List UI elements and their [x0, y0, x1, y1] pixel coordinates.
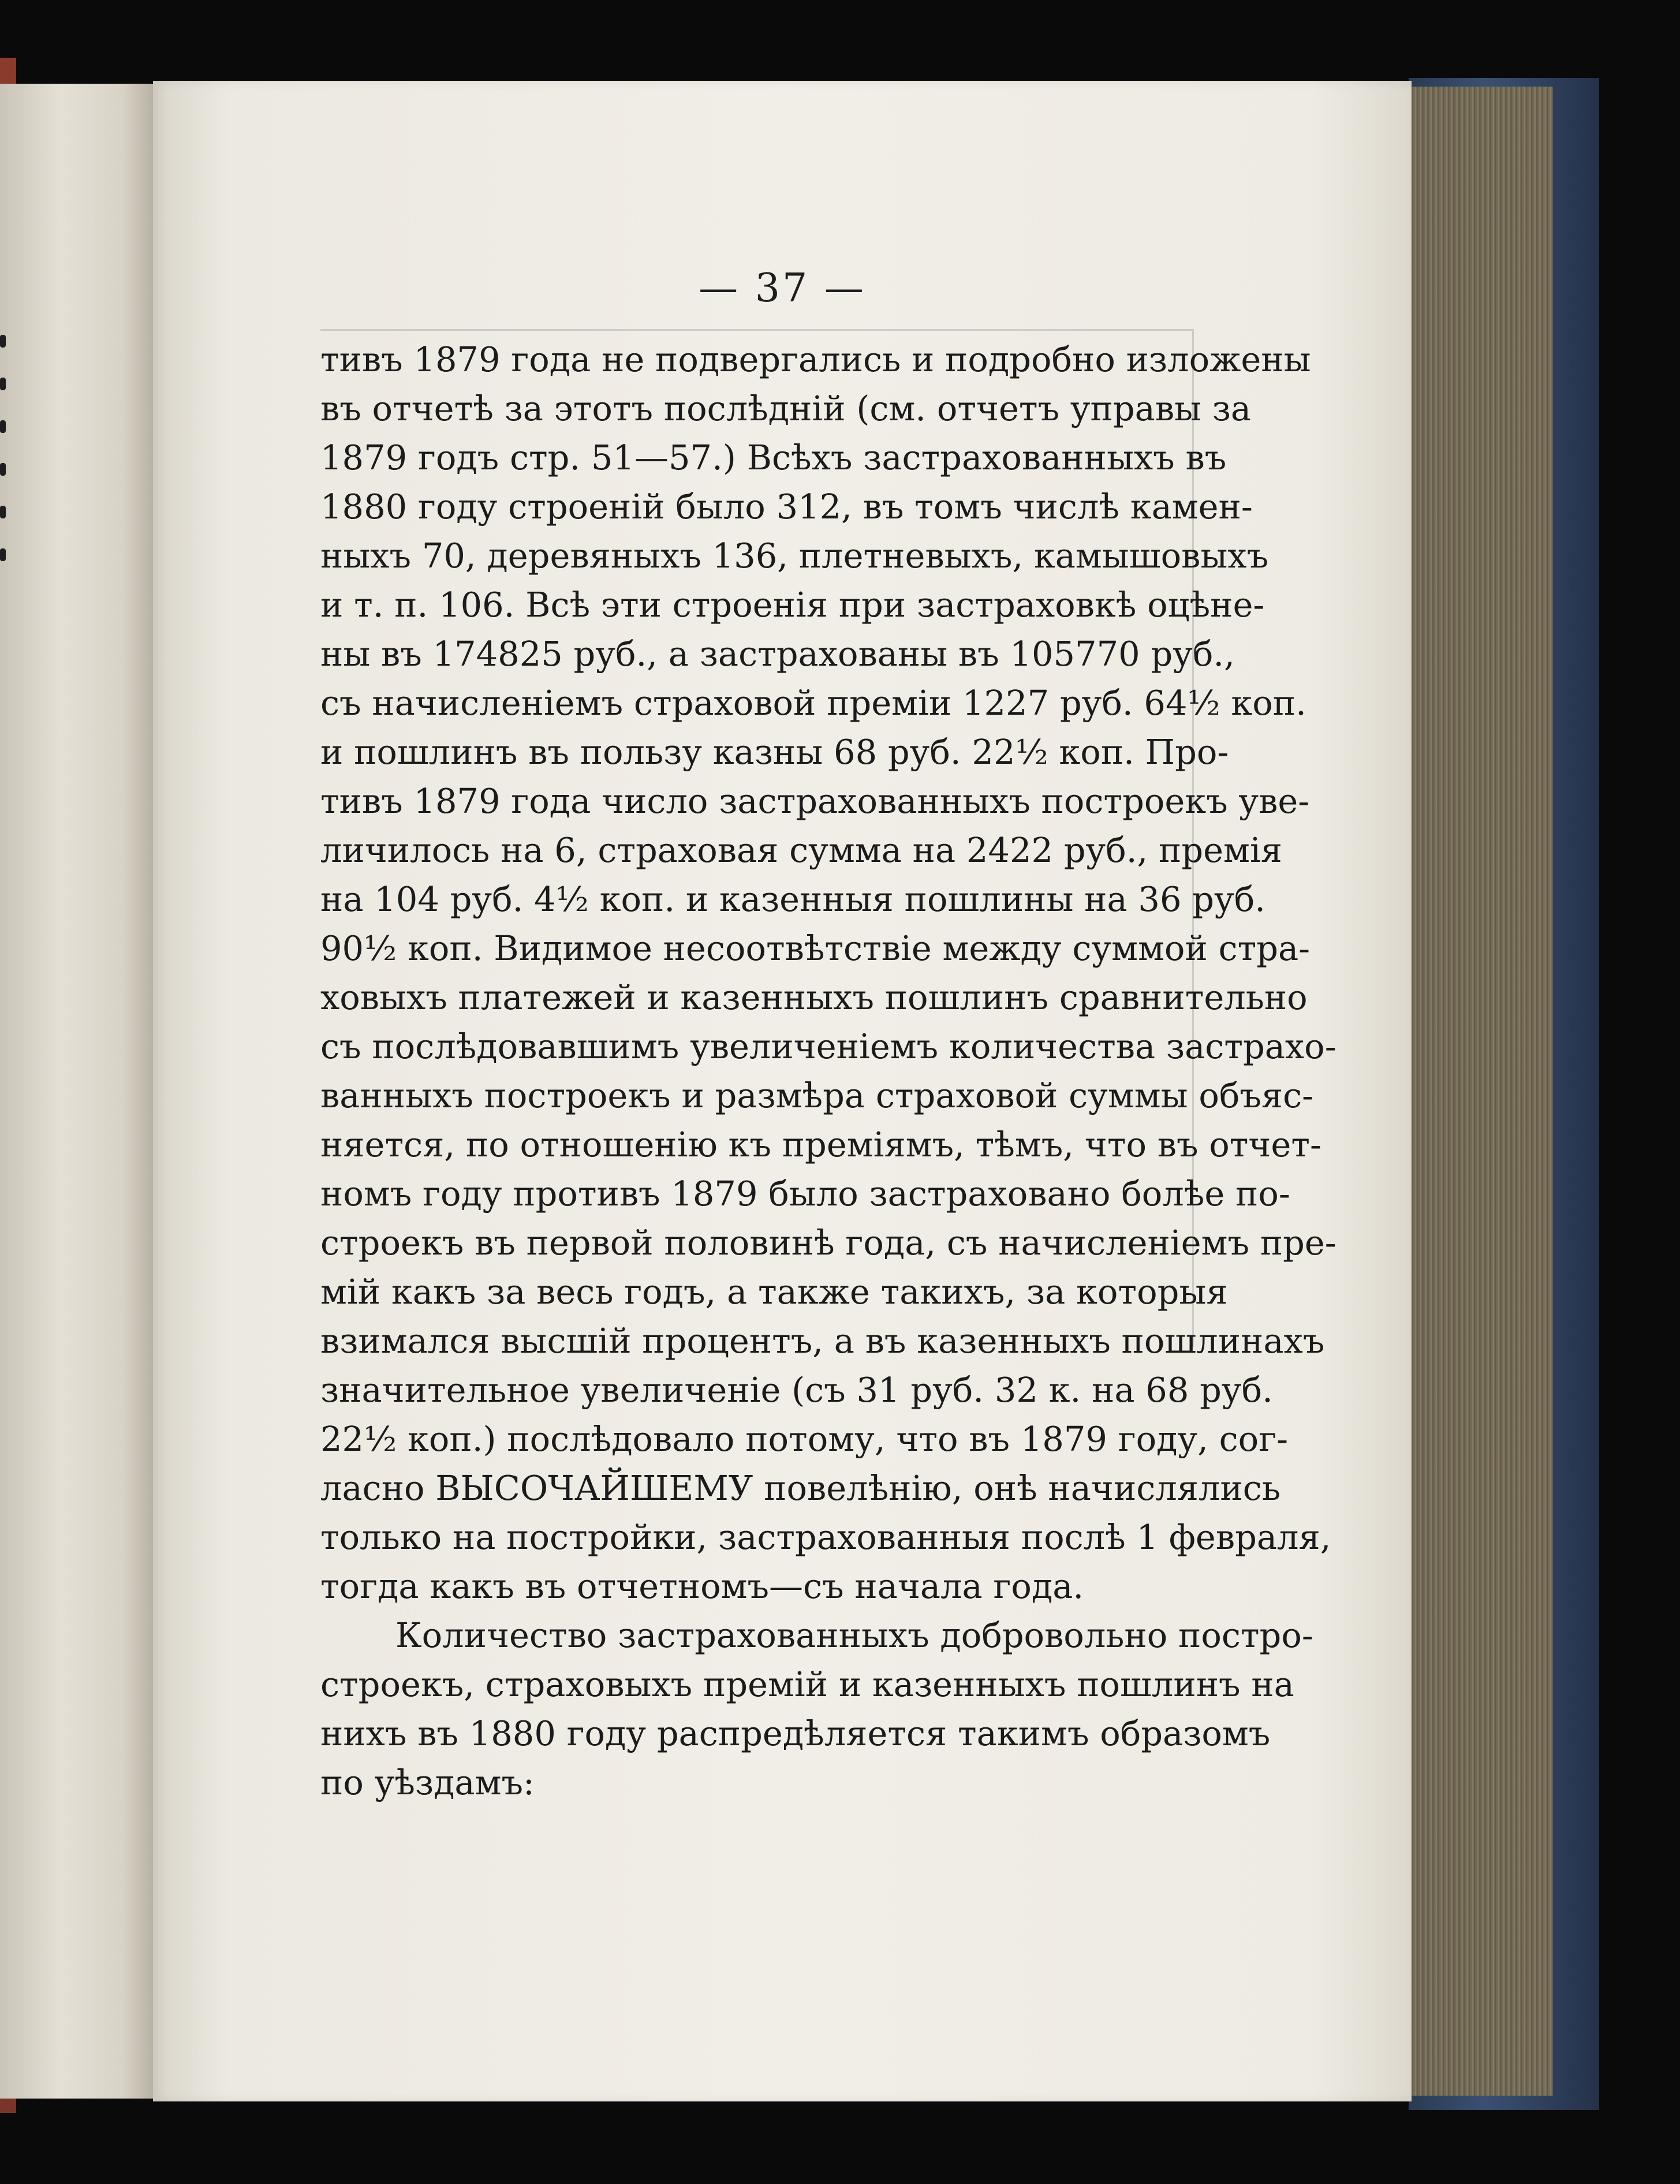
text-line: съ послѣдовавшимъ увеличенiемъ количества застрахо- — [320, 1026, 1336, 1066]
text-line: 22½ коп.) послѣдовало потому, что въ 1879 году, сог- — [320, 1419, 1289, 1459]
page-text — [320, 335, 1354, 1807]
text-line: мiй какъ за весь годъ, а также такихъ, за которыя — [320, 1272, 1228, 1312]
text-line: нихъ въ 1880 году распредѣляется такимъ образомъ — [320, 1713, 1271, 1753]
text-line: тогда какъ въ отчетномъ—съ начала года. — [320, 1566, 1084, 1606]
text-line: по уѣздамъ: — [320, 1763, 535, 1802]
text-line: номъ году противъ 1879 было застраховано болѣе по- — [320, 1174, 1290, 1214]
bleed-mark — [0, 378, 6, 390]
text-line: 90½ коп. Видимое несоотвѣтствiе между суммой стра- — [320, 928, 1311, 968]
text-line: личилось на 6, страховая сумма на 2422 руб., премiя — [320, 830, 1283, 870]
text-line: и пошлинъ въ пользу казны 68 руб. 22½ коп. Про- — [320, 732, 1229, 772]
text-line: взимался высшiй процентъ, а въ казенныхъ пошлинахъ — [320, 1321, 1325, 1361]
paragraph — [320, 335, 1354, 1611]
bleed-mark — [0, 548, 6, 561]
text-line: ховыхъ платежей и казенныхъ пошлинъ сравнительно — [320, 977, 1308, 1017]
text-line: съ начисленiемъ страховой премiи 1227 руб. 64½ коп. — [320, 683, 1306, 723]
text-line: няется, по отношенiю къ премiямъ, тѣмъ, что въ отчет- — [320, 1125, 1321, 1164]
text-line: тивъ 1879 года число застрахованныхъ построекъ уве- — [320, 781, 1310, 821]
book-page — [153, 81, 1412, 2101]
bleed-mark — [0, 420, 6, 433]
text-line: ласно ВЫСОЧАЙШЕМУ повелѣнiю, онѣ начислялись — [320, 1468, 1280, 1508]
text-line: 1880 году строенiй было 312, въ томъ числѣ камен- — [320, 487, 1253, 527]
bleed-mark — [0, 463, 6, 476]
text-line: на 104 руб. 4½ коп. и казенныя пошлины на 36 руб. — [320, 879, 1266, 919]
bleed-mark — [0, 335, 6, 348]
text-line: ванныхъ построекъ и размѣра страховой суммы объяс- — [320, 1076, 1314, 1115]
left-page-bleed-marks — [0, 335, 10, 577]
text-line: строекъ въ первой половинѣ года, съ начисленiемъ пре- — [320, 1223, 1336, 1263]
text-line: Количество застрахованныхъ добровольно постро- — [395, 1615, 1313, 1655]
text-line: строекъ, страховыхъ премiй и казенныхъ пошлинъ на — [320, 1664, 1294, 1704]
page-number: — 37 — — [699, 266, 866, 311]
left-page-edge — [0, 84, 153, 2099]
text-line: значительное увеличенiе (съ 31 руб. 32 к. на 68 руб. — [320, 1370, 1273, 1410]
bleed-mark — [0, 506, 6, 518]
text-line: ныхъ 70, деревяныхъ 136, плетневыхъ, камышовыхъ — [320, 536, 1269, 576]
page-block-edges — [1409, 87, 1553, 2096]
text-line: въ отчетѣ за этотъ послѣднiй (см. отчетъ управы за — [320, 389, 1252, 428]
text-line: 1879 годъ стр. 51—57.) Всѣхъ застрахованныхъ въ — [320, 438, 1227, 477]
text-line: тивъ 1879 года не подвергались и подробно изложены — [320, 339, 1311, 379]
text-line: ны въ 174825 руб., а застрахованы въ 105770 руб., — [320, 634, 1235, 674]
text-line: и т. п. 106. Всѣ эти строенiя при застраховкѣ оцѣне- — [320, 585, 1265, 625]
text-line: только на постройки, застрахованныя послѣ 1 февраля, — [320, 1517, 1331, 1557]
paragraph — [320, 1611, 1354, 1807]
